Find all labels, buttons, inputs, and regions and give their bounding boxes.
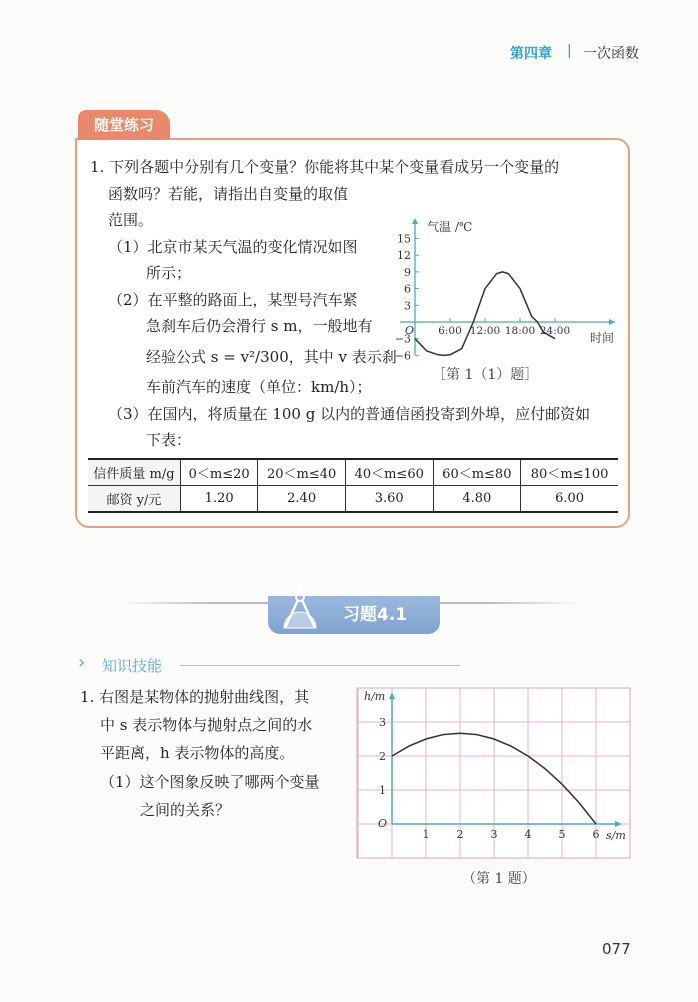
x-axis-label: s/m (606, 829, 626, 842)
practice-tab: 随堂练习 (78, 110, 170, 140)
x-tick-label: 4 (524, 828, 532, 841)
table-cell: 6.00 (521, 486, 618, 513)
y-axis-label: 气温 /℃ (427, 220, 473, 234)
y-tick-label: 9 (404, 265, 411, 279)
table-cell: 1.20 (181, 486, 258, 513)
x-axis-label: 时间 (590, 331, 615, 345)
table-cell: 40＜m≤60 (345, 459, 433, 486)
temperature-chart (390, 215, 620, 360)
y-tick-label: 12 (397, 249, 411, 263)
exercise-banner (268, 596, 440, 634)
y-tick-label: 3 (404, 299, 411, 313)
y-tick-label: 6 (404, 282, 411, 296)
table-row (88, 486, 618, 513)
table-cell: 4.80 (433, 486, 521, 513)
section-title: 知识技能 (102, 657, 163, 675)
postage-table (88, 458, 618, 513)
origin-label: O (378, 817, 388, 830)
table-cell: 2.40 (258, 486, 346, 513)
chapter-title: 一次函数 (583, 46, 639, 62)
y-axis-label: h/m (364, 690, 386, 703)
question-line: （1）北京市某天气温的变化情况如图 (108, 238, 358, 256)
chevron-right-icon: › (78, 652, 86, 673)
question-line: 1. 右图是某物体的抛射曲线图，其 (80, 688, 310, 706)
table-row (88, 459, 618, 486)
question-line: 平距离，h 表示物体的高度。 (100, 744, 295, 762)
header-separator: | (567, 43, 572, 59)
y-tick-label: 15 (397, 232, 411, 246)
table-cell: 邮资 y/元 (88, 486, 181, 513)
x-tick-label: 24:00 (539, 325, 571, 337)
temperature-curve (415, 272, 555, 356)
x-tick-label: 2 (456, 828, 464, 841)
figure-caption: ［第 1（1）题］ (432, 367, 539, 383)
question-line: 1. 下列各题中分别有几个变量？你能将其中某个变量看成另一个变量的 (90, 158, 560, 176)
projectile-chart (350, 682, 640, 867)
y-tick-label: 3 (379, 716, 386, 729)
question-line: 之间的关系？ (140, 801, 231, 819)
table-cell: 0＜m≤20 (181, 459, 258, 486)
question-line: （2）在平整的路面上，某型号汽车紧 (108, 291, 358, 309)
x-tick-label: 6:00 (438, 325, 462, 337)
figure-caption: （第 1 题） (462, 871, 536, 887)
x-tick-label: 12:00 (469, 325, 501, 337)
question-line: 急刹车后仍会滑行 s m，一般地有 (146, 317, 373, 335)
x-tick-label: 5 (558, 828, 566, 841)
question-line: 所示； (146, 264, 192, 282)
table-cell: 80＜m≤100 (521, 459, 618, 486)
question-line: 中 s 表示物体与抛射点之间的水 (100, 716, 313, 734)
y-tick-label: 2 (379, 750, 386, 763)
question-line: （3）在国内，将质量在 100 g 以内的普通信函投寄到外埠，应付邮资如 (108, 405, 591, 423)
table-cell: 20＜m≤40 (258, 459, 346, 486)
question-line: 函数吗？若能，请指出自变量的取值 (108, 185, 349, 203)
page-number: 077 (602, 940, 631, 958)
y-tick-label: 1 (379, 784, 386, 797)
question-line: 范围。 (108, 211, 154, 229)
question-line: 车前汽车的速度（单位：km/h）； (146, 378, 372, 396)
exercise-title: 习题4.1 (343, 605, 408, 625)
compass-icon (280, 582, 320, 632)
y-tick-label: −3 (394, 332, 411, 346)
x-tick-label: 6 (592, 828, 600, 841)
x-tick-label: 18:00 (504, 325, 536, 337)
table-cell: 信件质量 m/g (88, 459, 181, 486)
question-line: （1）这个图象反映了哪两个变量 (100, 773, 320, 791)
x-tick-label: 1 (422, 828, 430, 841)
x-tick-label: 3 (490, 828, 498, 841)
y-axis-arrow (412, 218, 418, 224)
question-line: 经验公式 s = v²/300，其中 v 表示刹 (146, 348, 397, 366)
question-line: 下表： (146, 431, 192, 449)
origin-label: O (405, 324, 415, 337)
table-cell: 60＜m≤80 (433, 459, 521, 486)
table-cell: 3.60 (345, 486, 433, 513)
chapter-label: 第四章 (510, 46, 552, 62)
x-axis-arrow (609, 319, 615, 325)
section-divider (180, 665, 460, 666)
y-tick-label: −6 (394, 349, 411, 360)
